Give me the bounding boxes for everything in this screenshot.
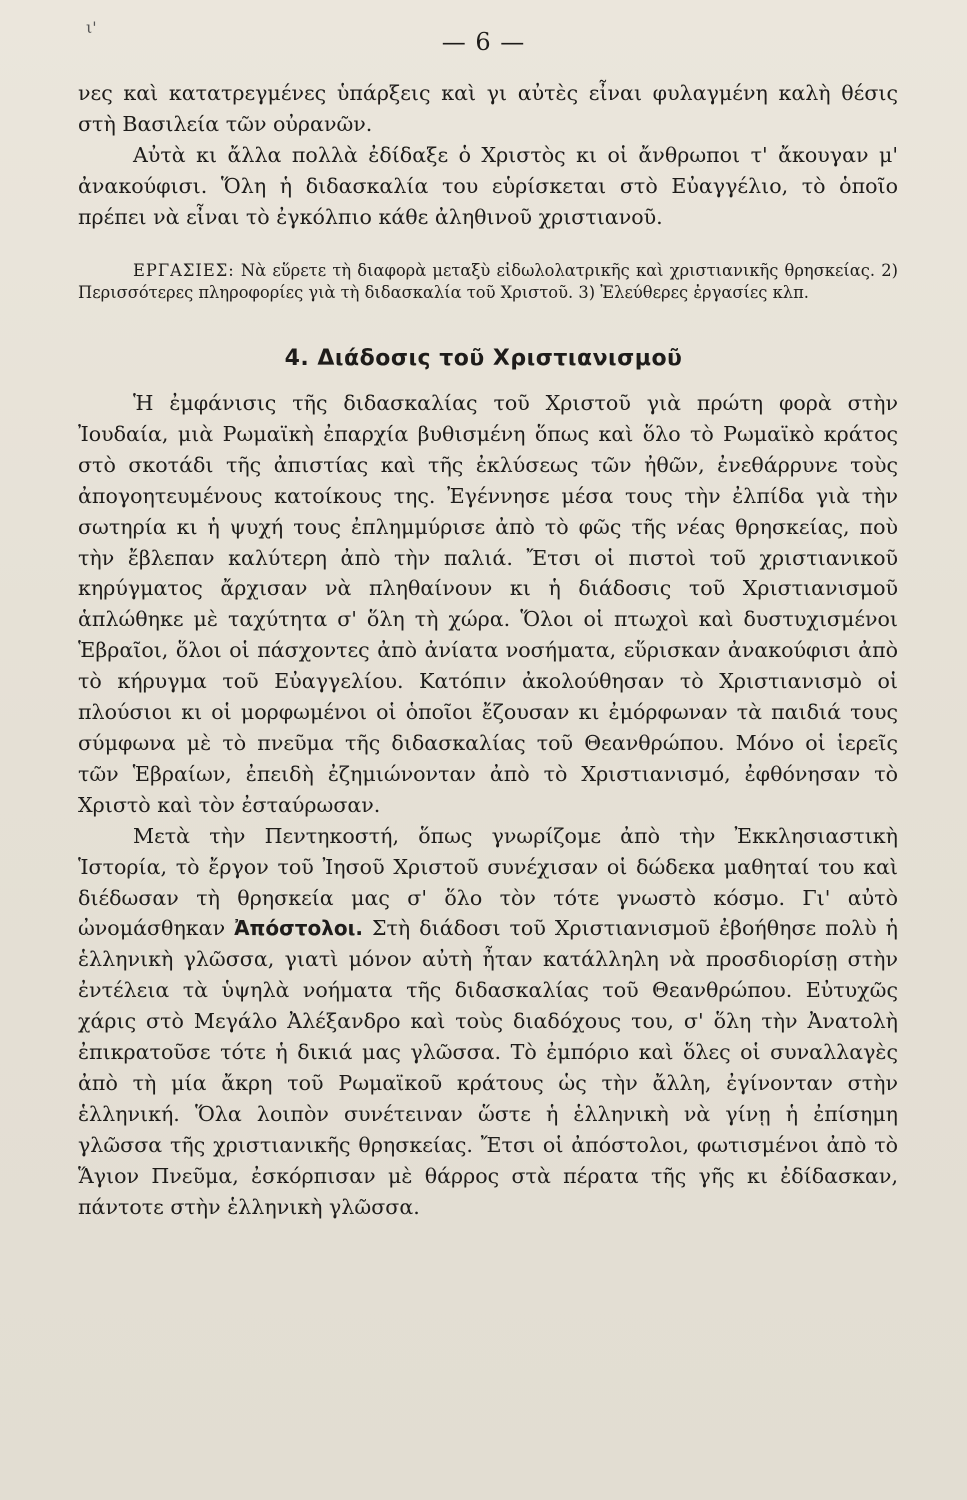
section-heading: 4. Διάδοσις τοῦ Χριστιανισμοῦ bbox=[284, 346, 683, 371]
paragraph-teaching: Αὐτὰ κι ἄλλα πολλὰ ἐδίδαξε ὁ Χριστὸς κι οἱ ἄνθρωποι τ' ἄκουγαν μ' ἀνακούφισι. Ὅλη ἡ διδασκαλία του εὑρίσκεται στὸ Εὐαγγέλιο, τὸ ὁποῖο πρέπει νὰ εἶναι τὸ ἐγκόλπιο κάθε ἀληθινοῦ χριστιανοῦ. bbox=[78, 142, 898, 229]
exercises-label: ΕΡΓΑΣΙΕΣ: bbox=[133, 261, 235, 280]
apostles-text-start: Μετὰ τὴν Πεντηκοστή, ὅπως γνωρίζομε ἀπὸ τὴν Ἐκκλησιαστικὴ Ἱστορία, τὸ ἔργον τοῦ Ἰησοῦ Χριστοῦ συνέχισαν οἱ δώδεκα μαθηταί του καὶ διέδωσαν τὴ θρησκεία μας σ' ὅλο τὸν τότε γνωστὸ κόσμο. Γι' αὐτὸ ὠνομάσθηκαν bbox=[78, 823, 898, 941]
apostles-term: Ἀπόστολοι. bbox=[234, 916, 363, 941]
continued-text bbox=[78, 78, 898, 233]
corner-mark: ι' bbox=[86, 18, 97, 37]
section-body bbox=[78, 388, 898, 1222]
paragraph-spread: Ἡ ἐμφάνισις τῆς διδασκαλίας τοῦ Χριστοῦ γιὰ πρώτη φορὰ στὴν Ἰουδαία, μιὰ Ρωμαϊκὴ ἐπαρχία βυθισμένη ὅπως καὶ ὅλο τὸ Ρωμαϊκὸ κράτος στὸ σκοτάδι τῆς ἀπιστίας καὶ τῆς ἐκλύσεως τῶν ἠθῶν, ἐνεθάρρυνε τοὺς ἀπογοητευμένους κατοίκους της. Ἐγέννησε μέσα τους τὴν ἐλπίδα γιὰ τὴν σωτηρία κι ἡ ψυχή τους ἐπλημμύρισε ἀπὸ τὸ φῶς τῆς νέας θρησκείας, ποὺ τὴν ἔβλεπαν καλύτερη ἀπὸ τὴν παλιά. Ἔτσι οἱ πιστοὶ τοῦ χριστιανικοῦ κηρύγματος ἄρχισαν νὰ πληθαίνουν κι ἡ διάδοσις τοῦ Χριστιανισμοῦ ἁπλώθηκε μὲ ταχύτητα σ' ὅλη τὴ χώρα. Ὅλοι οἱ πτωχοὶ καὶ δυστυχισμένοι Ἑβραῖοι, ὅλοι οἱ πάσχοντες ἀπὸ ἀνίατα νοσήματα, εὕρισκαν ἀνακούφισι ἀπὸ τὸ κήρυγμα τοῦ Εὐαγγελίου. Κατόπιν ἀκολούθησαν τὸ Χριστιανισμὸ οἱ πλούσιοι κι οἱ μορφωμένοι οἱ ὁποῖοι ἔζουσαν κι ἐμόρφωναν τὰ παιδιά τους σύμφωνα μὲ τὸ πνεῦμα τῆς διδασκαλίας τοῦ Θεανθρώπου. Μόνο οἱ ἱερεῖς τῶν Ἑβραίων, ἐπειδὴ ἐζημιώνονταν ἀπὸ τὸ Χριστιανισμό, ἐφθόνησαν τὸ Χριστὸ καὶ τὸν ἐσταύρωσαν. bbox=[78, 391, 898, 817]
exercises-block bbox=[78, 260, 898, 304]
exercises-text: Νὰ εὕρετε τὴ διαφορὰ μεταξὺ εἰδωλολατρικῆς καὶ χριστιανικῆς θρησκείας. 2) Περισσότερες πληροφορίες γιὰ τὴ διδασκαλία τοῦ Χριστοῦ. 3) Ἐλεύθερες ἐργασίες κλπ. bbox=[78, 261, 898, 302]
paragraph-apostles bbox=[78, 821, 898, 1223]
paragraph-continuation: νες καὶ κατατρεγμένες ὑπάρξεις καὶ γι αὐτὲς εἶναι φυλαγμένη καλὴ θέσις στὴ Βασιλεία τῶν οὐρανῶν. bbox=[78, 81, 898, 136]
page-number: — 6 — bbox=[441, 28, 526, 56]
apostles-text-end: Στὴ διάδοσι τοῦ Χριστιανισμοῦ ἐβοήθησε πολὺ ἡ ἑλληνικὴ γλῶσσα, γιατὶ μόνον αὐτὴ ἦταν κατάλληλη νὰ προσδιορίσῃ στὴν ἐντέλεια τὰ ὑψηλὰ νοήματα τῆς διδασκαλίας τοῦ Θεανθρώπου. Εὐτυχῶς χάρις στὸ Μεγάλο Ἀλέξανδρο καὶ τοὺς διαδόχους του, σ' ὅλη τὴν Ἀνατολὴ ἐπικρατοῦσε τότε ἡ δικιά μας γλῶσσα. Τὸ ἐμπόριο καὶ ὅλες οἱ συναλλαγὲς ἀπὸ τὴ μία ἄκρη τοῦ Ρωμαϊκοῦ κράτους ὡς τὴν ἄλλη, ἐγίνονταν στὴν ἑλληνική. Ὅλα λοιπὸν συνέτειναν ὥστε ἡ ἑλληνικὴ νὰ γίνῃ ἡ ἐπίσημη γλῶσσα τῆς χριστιανικῆς θρησκείας. Ἔτσι οἱ ἀπόστολοι, φωτισμένοι ἀπὸ τὸ Ἅγιον Πνεῦμα, ἐσκόρπισαν μὲ θάρρος στὰ πέρατα τῆς γῆς κι ἐδίδασκαν, πάντοτε στὴν ἑλληνικὴ γλῶσσα. bbox=[78, 916, 898, 1219]
